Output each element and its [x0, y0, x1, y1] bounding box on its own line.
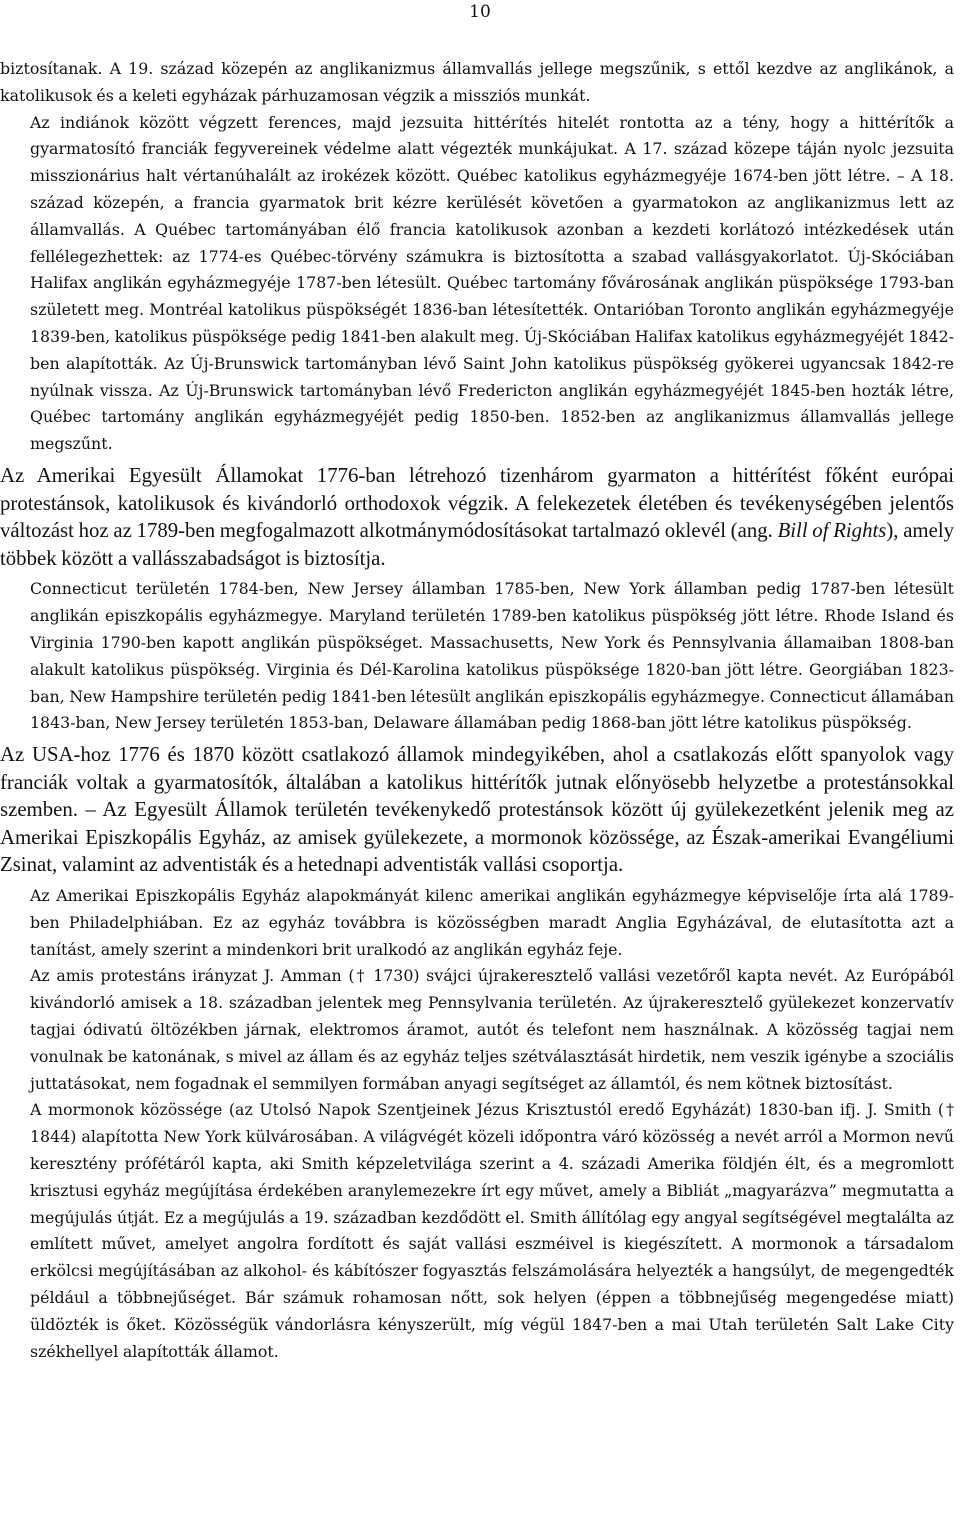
paragraph-canada-missions: Az indiánok között végzett ferences, majd jezsuita hittérítés hitelét rontotta az a tény, hogy a hittérítők a gyarmatosító franciák fegyvereinek védelme alatt végezték munkájukat. A 17. század közepe táján nyolc jezsuita misszionárius halt vértanúhalált az irokézek között. Québec katolikus egyházmegyéje 1674-ben jött létre. – A 18. század közepén, a francia gyarmatok brit kézre kerülését követően a gyarmatokon az anglikanizmus lett az államvallás. A Québec tartományában élő francia katolikusok azonban a kezdeti korlátozó intézkedések után fellélegezhettek: az 1774-es Québec-törvény számukra is biztosította a szabad vallásgyakorlatot. Új-Skóciában Halifax anglikán egyházmegyéje 1787-ben létesült. Québec tartomány fővárosának anglikán püspöksége 1793-ban született meg. Montréal katolikus püspökségét 1836-ban létesítették. Ontarióban Toronto anglikán egyházmegyéje 1839-ben, katolikus püspöksége pedig 1841-ben alakult meg. Új-Skóciában Halifax katolikus egyházmegyéjét 1842-ben alapították. Az Új-Brunswick tartományban lévő Saint John katolikus püspökség gyökerei ugyancsak 1842-re nyúlnak vissza. Az Új-Brunswick tartományban lévő Fredericton anglikán egyházmegyéjét 1845-ben hozták létre, Québec tartomány anglikán egyházmegyéjét pedig 1850-ben. 1852-ben az anglikanizmus államvallás jellege megszűnt.	[30, 112, 954, 454]
paragraph-usa-overview-tail: ), amely többek között a vallásszabadságot is biztosítja.	[0, 519, 955, 570]
paragraph-amish: Az amis protestáns irányzat J. Amman († 1730) svájci újrakeresztelő vallási vezetőről kapta nevét. Az Európából kivándorló amisek a 18. században jelentek meg Pennsylvania területén. Az újrakeresztelő gyülekezet konzervatív tagjai ódivatú öltözékben járnak, elektromos áramot, autót és telefont nem használnak. A közösség tagjai nem vonulnak be katonának, s mivel az állam és az egyház teljes szétválasztását hirdetik, nem veszik igénybe a szociális juttatásokat, nem fogadnak el semmilyen formában anyagi segítséget az államtól, és nem kötnek biztosítást.	[30, 966, 954, 1093]
page-number: 10	[469, 2, 491, 22]
paragraph-continuation: biztosítanak. A 19. század közepén az anglikanizmus államvallás jellege megszűnik, s ettől kezdve az anglikánok, a katolikusok és a keleti egyházak párhuzamosan végzik a missziós munkát.	[0, 59, 954, 105]
paragraph-new-states: Az USA-hoz 1776 és 1870 között csatlakozó államok mindegyikében, ahol a csatlakozás előtt spanyolok vagy franciák voltak a gyarmatosítók, általában a katolikus hittérítők jutnak előnyösebb helyzetbe a protestánsokkal szemben. – Az Egyesült Államok területén tevékenykedő protestánsok között új gyülekezetként jelenik meg az Amerikai Episzkopális Egyház, az amisek gyülekezete, a mormonok közössége, az Észak-amerikai Evangéliumi Zsinat, valamint az adventisták és a hetednapi adventisták vallási csoportja.	[0, 743, 954, 877]
paragraph-episcopal-church: Az Amerikai Episzkopális Egyház alapokmányát kilenc amerikai anglikán egyházmegye képviselője írta alá 1789-ben Philadelphiában. Ez az egyház továbbra is közösségben maradt Anglia Egyházával, de elutasította azt a tanítást, amely szerint a mindenkori brit uralkodó az anglikán egyház feje.	[30, 886, 954, 959]
paragraph-usa-overview-text: Az Amerikai Egyesült Államokat 1776-ban létrehozó tizenhárom gyarmaton a hittérítést főként európai protestánsok, katolikusok és kivándorló orthodoxok végzik. A felekezetek életében és tevékenységében jelentős változást hoz az 1789-ben megfogalmazott alkotmánymódosításokat tartalmazó oklevél (ang.	[0, 463, 954, 543]
paragraph-usa-dioceses: Connecticut területén 1784-ben, New Jersey államban 1785-ben, New York államban pedig 1787-ben létesült anglikán episzkopális egyházmegye. Maryland területén 1789-ben katolikus püspökség jött létre. Rhode Island és Virginia 1790-ben kapott anglikán püspökséget. Massachusetts, New York és Pennsylvania államaiban 1808-ban alakult katolikus püspökség. Virginia és Dél-Karolina katolikus püspöksége 1820-ban jött létre. Georgiában 1823-ban, New Hampshire területén pedig 1841-ben létesült anglikán episzkopális egyházmegye. Connecticut államában 1843-ban, New Jersey területén 1853-ban, Delaware államában pedig 1868-ban jött létre katolikus püspökség.	[30, 579, 954, 733]
paragraph-mormons: A mormonok közössége (az Utolsó Napok Szentjeinek Jézus Krisztustól eredő Egyházát) 1830-ban ifj. J. Smith († 1844) alapította New York külvárosában. A világvégét közeli időpontra váró közösség a nevét arról a Mormon nevű keresztény prófétáról kapta, aki Smith képzeletvilága szerint a 4. századi Amerika földjén élt, és a megromlott krisztusi egyház megújítása érdekében aranylemezekre írt egy művet, amely a Bibliát „magyarázva” megmutatta a megújulás útját. Ez a megújulás a 19. században kezdődött el. Smith állítólag egy angyal segítségével megtalálta az említett művet, amelyet angolra fordított és saját vallási eszméivel is kiegészített. A mormonok a társadalom erkölcsi megújításában az alkohol- és kábítószer fogyasztás felszámolására helyezték a hangsúlyt, de megengedték például a többnejűséget. Bár számuk rohamosan nőtt, sok helyen (éppen a többnejűség megengedése miatt) üldözték is őket. Közösségük vándorlásra kényszerült, míg végül 1847-ben a mai Utah területén Salt Lake City székhellyel alapították államot.	[30, 1100, 954, 1361]
document-body	[0, 56, 960, 1365]
paragraph-usa-overview	[0, 462, 960, 572]
bill-of-rights-term: Bill of Rights	[777, 519, 887, 543]
